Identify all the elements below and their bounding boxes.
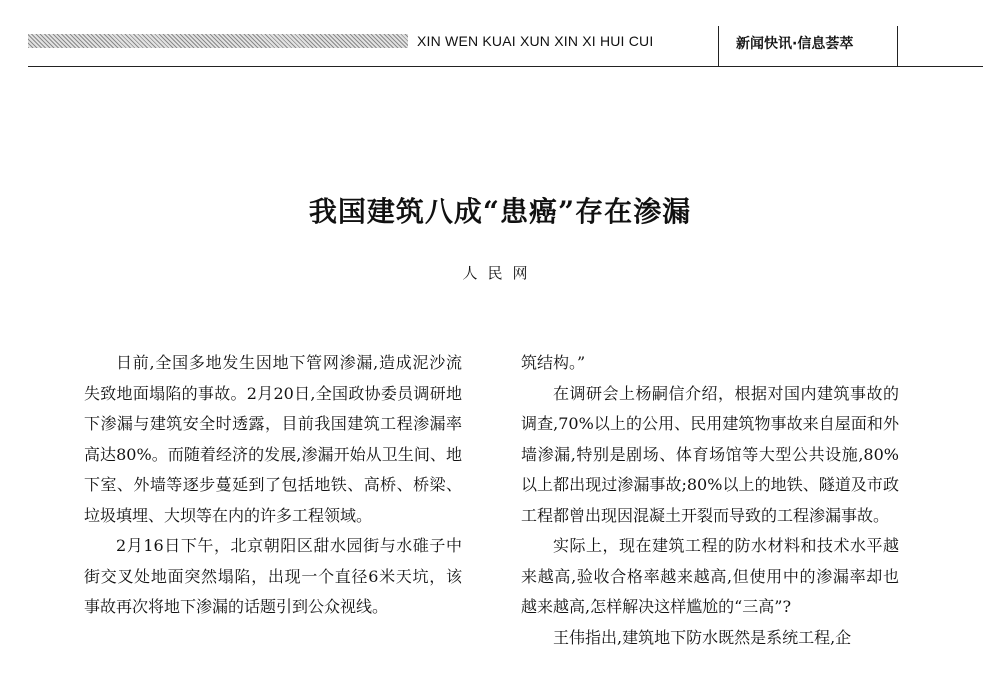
- header-divider-left: [718, 26, 719, 66]
- paragraph: 日前,全国多地发生因地下管网渗漏,造成泥沙流失致地面塌陷的事故。2月20日,全国政协委员调研地下渗漏与建筑安全时透露，目前我国建筑工程渗漏率高达80%。而随着经济的发展,渗漏开始从卫生间、地下室、外墙等逐步蔓延到了包括地铁、高桥、桥梁、垃圾填埋、大坝等在内的许多工程领域。: [84, 353, 462, 525]
- header-hatch-bar: [28, 34, 408, 48]
- header-section-title: 新闻快讯·信息荟萃: [736, 36, 854, 52]
- article-title: 我国建筑八成“患癌”存在渗漏: [308, 195, 692, 228]
- paragraph: 实际上，现在建筑工程的防水材料和技术水平越来越高,验收合格率越来越高,但使用中的渗漏率却也越来越高,怎样解决这样尴尬的“三高”?: [521, 536, 899, 616]
- paragraph: 筑结构。”: [521, 353, 586, 372]
- article-source: 人民网: [462, 264, 538, 282]
- header-divider-right: [897, 26, 898, 66]
- paragraph: 2月16日下午，北京朝阳区甜水园街与水碓子中街交叉处地面突然塌陷，出现一个直径6米天坑，该事故再次将地下渗漏的话题引到公众视线。: [84, 536, 462, 616]
- header-pinyin: XIN WEN KUAI XUN XIN XI HUI CUI: [417, 33, 654, 49]
- header-rule: [28, 66, 983, 67]
- paragraph: 在调研会上杨嗣信介绍，根据对国内建筑事故的调查,70%以上的公用、民用建筑物事故来自屋面和外墙渗漏,特别是剧场、体育场馆等大型公共设施,80%以上都出现过渗漏事故;80%以上的地铁、隧道及市政工程都曾出现因混凝土开裂而导致的工程渗漏事故。: [521, 383, 899, 525]
- page-header: [0, 0, 1000, 70]
- article-column-left: [84, 348, 462, 623]
- article-column-right: [521, 348, 899, 653]
- paragraph: 王伟指出,建筑地下防水既然是系统工程,企: [553, 627, 852, 647]
